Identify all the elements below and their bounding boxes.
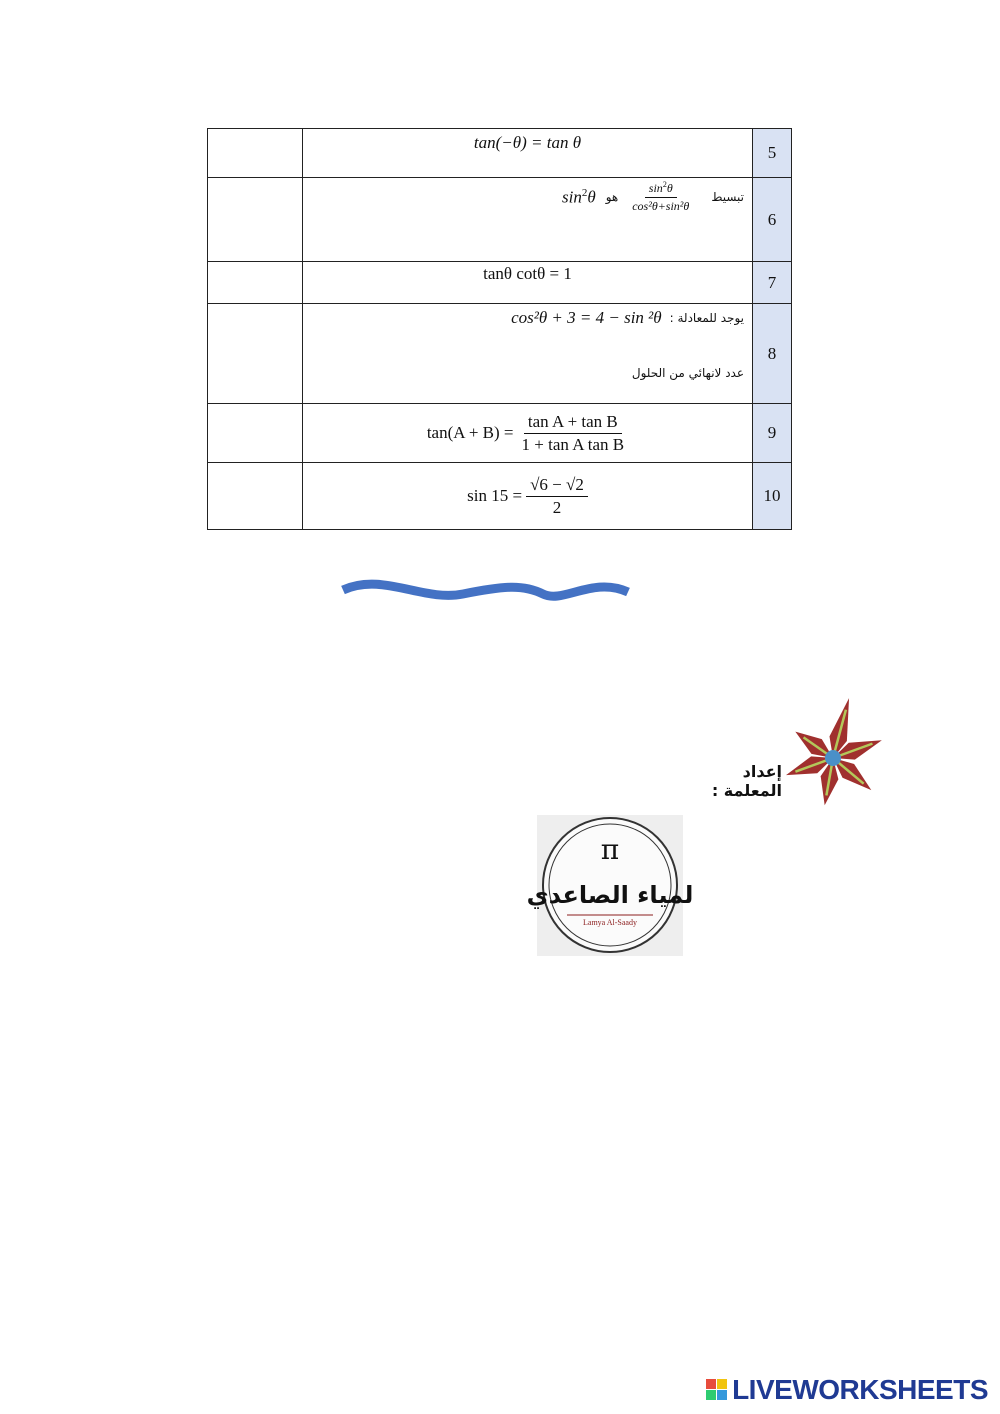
wave-divider-icon <box>338 570 634 614</box>
fraction-denominator: 1 + tan A tan B <box>521 434 625 454</box>
formula-lhs: sin 15 = <box>467 486 523 505</box>
fraction-numerator: √6 − √2 <box>526 475 588 497</box>
brand-text: LIVEWORKSHEETS <box>732 1374 988 1405</box>
answer-cell[interactable] <box>208 262 303 304</box>
answer-cell[interactable] <box>208 304 303 404</box>
formula: tanθ cotθ = 1 <box>483 264 572 283</box>
simplify-label: تبسيط <box>711 190 744 204</box>
svg-text:لمياء الصاعدي: لمياء الصاعدي <box>526 881 694 909</box>
fraction-denominator: cos²θ+sin²θ <box>632 199 690 213</box>
row-number: 10 <box>753 463 792 530</box>
table-row <box>208 129 792 178</box>
statement-cell <box>303 262 753 304</box>
fraction <box>526 475 588 518</box>
fraction-denominator: 2 <box>552 497 562 517</box>
statement-cell <box>303 178 753 262</box>
table-row <box>208 404 792 463</box>
answer-cell[interactable] <box>208 178 303 262</box>
seal-stamp-icon <box>526 815 694 956</box>
table-row <box>208 304 792 404</box>
table-row <box>208 262 792 304</box>
answer-cell[interactable] <box>208 463 303 530</box>
formula-lhs: tan(A + B) = <box>426 423 514 442</box>
answer-cell[interactable] <box>208 404 303 463</box>
row-number: 6 <box>753 178 792 262</box>
statement-cell <box>303 304 753 404</box>
teacher-seal <box>526 815 694 956</box>
row-number: 9 <box>753 404 792 463</box>
row-number: 7 <box>753 262 792 304</box>
fraction <box>518 412 629 455</box>
svg-text:π: π <box>600 833 620 866</box>
questions-table <box>207 128 792 530</box>
statement-cell <box>303 129 753 178</box>
equation-label: يوجد للمعادلة : <box>669 311 744 325</box>
statement-cell <box>303 463 753 530</box>
flower-icon <box>786 694 882 814</box>
statement-cell <box>303 404 753 463</box>
table-row <box>208 178 792 262</box>
answer-cell[interactable] <box>208 129 303 178</box>
is-label: هو <box>605 190 619 204</box>
equation: cos²θ + 3 = 4 − sin ²θ <box>511 308 662 327</box>
result: $\sin^2\theta$ <box>561 186 596 207</box>
fraction-numerator: $\sin^2\theta$ <box>645 180 677 198</box>
row-number: 8 <box>753 304 792 404</box>
liveworksheets-logo-icon <box>706 1379 728 1401</box>
statement-text: عدد لانهائي من الحلول <box>631 366 744 380</box>
liveworksheets-brand[interactable] <box>706 1374 988 1406</box>
table-row <box>208 463 792 530</box>
seal-name: Lamya Al-Saady <box>583 918 637 927</box>
fraction-numerator: tan A + tan B <box>524 412 622 434</box>
row-number: 5 <box>753 129 792 178</box>
fraction <box>628 180 693 214</box>
prepared-by-label: إعداد المعلمة : <box>711 762 782 800</box>
formula: tan(−θ) = tan θ <box>473 133 582 152</box>
